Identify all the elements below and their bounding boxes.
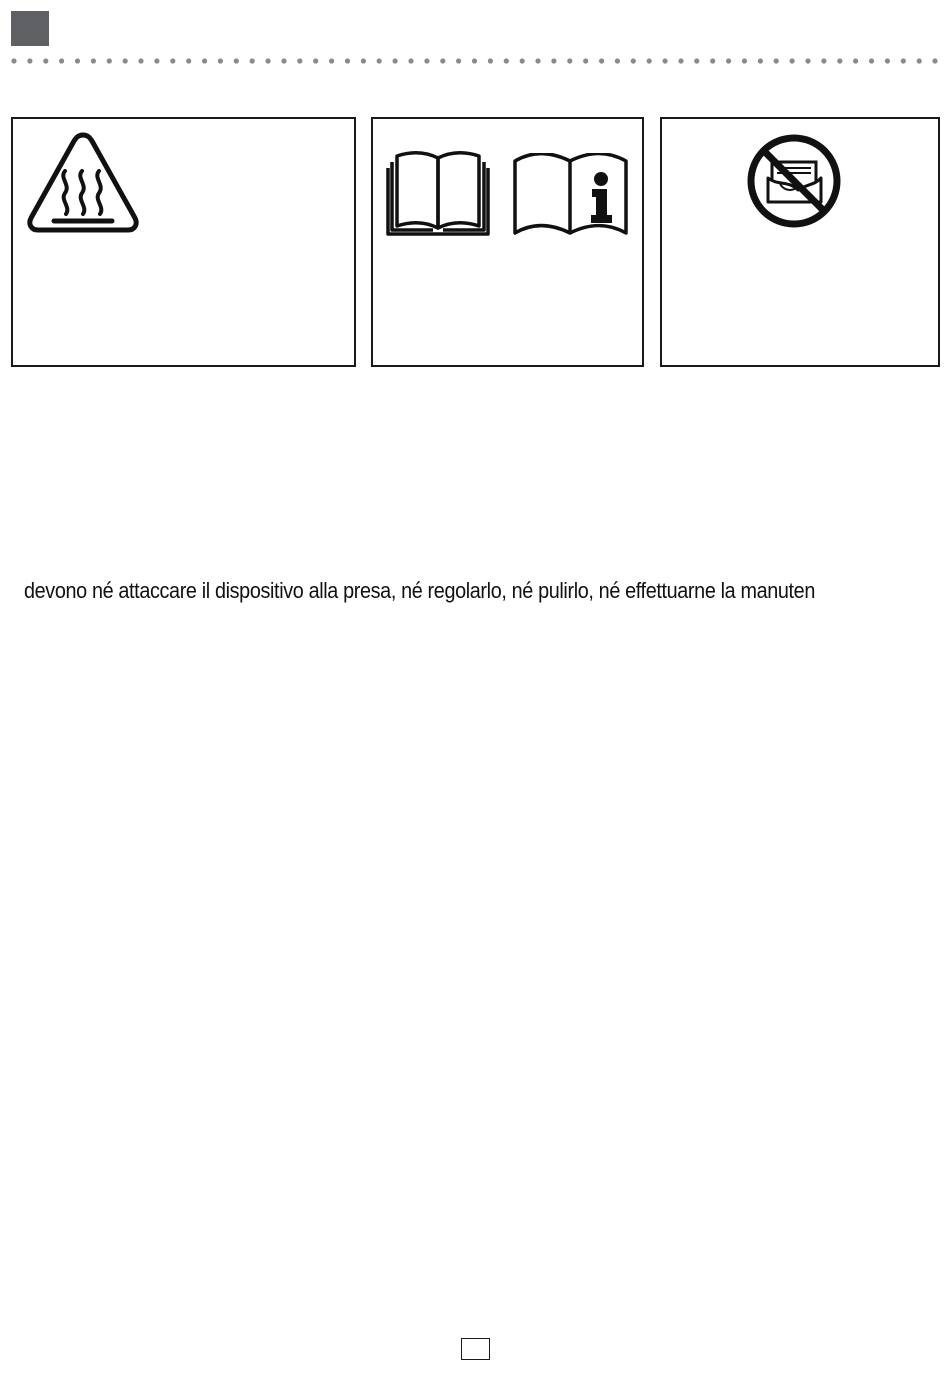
hot-surface-symbol-box <box>11 117 356 367</box>
do-not-cover-icon <box>745 132 843 230</box>
do-not-cover-symbol-box <box>660 117 940 367</box>
read-manual-symbol-box <box>371 117 644 367</box>
info-manual-icon <box>512 153 630 237</box>
hot-surface-warning-icon <box>24 128 142 238</box>
open-book-icon <box>386 150 490 236</box>
page-number-box <box>461 1338 490 1360</box>
body-text: devono né attaccare il dispositivo alla presa, né regolarlo, né pulirlo, né effettuarne la manuten <box>24 578 815 603</box>
dotted-divider <box>10 57 940 65</box>
section-marker <box>11 11 49 46</box>
